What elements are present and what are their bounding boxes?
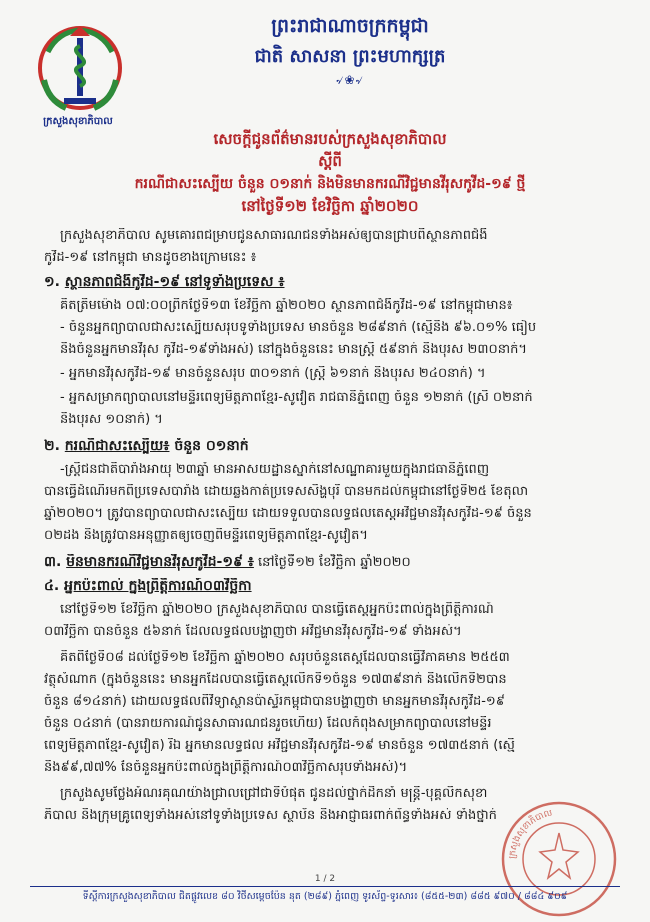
page-number: 1 / 2 [314,874,336,884]
section-4-heading [44,578,614,594]
header-ornament: ৵❀৵ [336,73,364,87]
section-4-line-1: នៅថ្ងៃទី១២ ខែវិច្ឆិកា ឆ្នាំ២០២០ ក្រសួងសុខាភិបាល បានធ្វើតេស្តអ្នកប៉ះពាល់ក្នុងព្រឹត្តិការណ៍ [60,602,494,617]
section-2-count: ចំនួន ០១នាក់ [169,438,249,454]
intro-line-1: ក្រសួងសុខាភិបាល សូមគោរពជម្រាបជូនសាធារណជនទាំងអស់ឲ្យបានជ្រាបពីស្ថានភាពជំងឺ [60,228,488,243]
title-line-1: សេចក្តីជូនព័ត៌មានរបស់ក្រសួងសុខាភិបាល [213,130,447,148]
section-4-line-7: ពេទ្យមិត្តភាពខ្មែរ-សូវៀត) រីឯ អ្នកមានលទ្ធផល អវិជ្ជមានវីរុសកូវីដ-១៩ មានចំនួន ១៧៣៥នាក់ (ស្មើ [44,738,515,753]
section-4-line-6: ចំនួន ០៤នាក់ (បានរាយការណ៍ជូនសាធារណជនរួចហើយ) ដែលកំពុងសម្រាកព្យាបាលនៅមន្ទីរ [44,716,492,731]
section-1-line-3: នឹងចំនួនអ្នកមានវីរុស កូវីដ-១៩ទាំងអស់) នៅក្នុងចំនួននេះ មានស្រ្តី ៥៩នាក់ និងបុរស ២៣០នាក់។ [60,342,527,357]
section-4-line-4: វត្ថុសំណាក (ក្នុងចំនួននេះ មានអ្នកដែលបានធ្វើតេស្តលើកទី១ចំនួន ១៧៣៩នាក់ និងលើកទី២បាន [44,672,507,687]
section-2-line-4: ០២ដង និងត្រូវបានអនុញ្ញាតឲ្យចេញពីមន្ទីរពេទ្យមិត្តភាពខ្មែរ-សូវៀត។ [44,528,368,543]
section-4-line-8: នឹង៩៩,៧៧% នៃចំនួនអ្នកប៉ះពាល់ក្នុងព្រឹត្តិការណ៍០៣វិច្ឆិកាសរុបទាំងអស់)។ [44,760,408,775]
ministry-logo-icon [30,22,130,114]
footer-address: ទីស្តីការក្រសួងសុខាភិបាល ជិតផ្លូវលេខ ៨០ វិថីសម្តេចប៉ែន នុត (២៨៩) ភ្នំពេញ ទូរស័ព្ទ-ទូរសារ៖ (៨៥៥-២៣) ៨៨៥ ៩៧០ / ៨៨៤ ៩០៩ [82,891,568,902]
ministry-label: ក្រសួងសុខាភិបាល [43,116,113,127]
section-1-heading [44,274,614,290]
section-2-line-3: ឆ្នាំ២០២០។ ត្រូវបានព្យាបាលជាសះស្បើយ ដោយទទួលបានលទ្ធផលតេស្តអវិជ្ជមានវីរុសកូវីដ-១៩ ចំនួន [44,506,532,521]
section-1-line-4: - អ្នកមានវីរុសកូវីដ-១៩ មានចំនួនសរុប ៣០១នាក់ (ស្ត្រី ៦១នាក់ និងបុរស ២៤០នាក់) ។ [60,366,486,381]
section-1-line-6: និងបុរស ១០នាក់) ។ [60,412,163,427]
section-2-number: ២. [44,438,65,454]
section-3-number: ៣. [44,554,67,570]
closing-line-1: ក្រសួងសូមថ្លែងអំណរគុណយ៉ាងជ្រាលជ្រៅជាទីបំផុត ជូនដល់ថ្នាក់ដឹកនាំ មន្ត្រី-បុគ្គលិកសុខា [60,786,488,801]
section-1-line-1: គិតត្រឹមម៉ោង ០៧:០០ព្រឹកថ្ងៃទី១៣ ខែវិច្ឆិកា ឆ្នាំ២០២០ ស្ថានភាពជំងឺកូវីដ-១៩ នៅកម្ពុជាមាន៖ [60,298,513,313]
closing-line-2: ភិបាល និងក្រុមគ្រូពេទ្យទាំងអស់នៅទូទាំងប្រទេស ស្ថាប័ន និងអាជ្ញាធរពាក់ព័ន្ធទាំងអស់ ទាំងថ្នាក់ [44,808,497,823]
seal-text: ក្រសួងសុខាភិបាល [507,808,554,860]
kingdom-title: ព្រះរាជាណាចក្រកម្ពុជា [271,15,429,37]
title-line-4: នៅថ្ងៃទី១២ ខែវិច្ឆិកា ឆ្នាំ២០២០ [241,197,419,215]
section-2-heading [44,438,614,454]
section-1-number: ១. [44,274,65,290]
section-4-number: ៤. [44,578,65,594]
intro-line-2: កូវីដ-១៩ នៅកម្ពុជា មានដូចខាងក្រោមនេះ ៖ [44,250,257,265]
section-2-line-1: -ស្រ្តីជនជាតិបារាំងអាយុ ២៣ឆ្នាំ មានអាសយដ្ឋានស្នាក់នៅសណ្ឋាគារមួយក្នុងរាជធានីភ្នំពេញ [60,462,490,477]
title-line-3: ករណីជាសះស្បើយ ចំនួន ០១នាក់ និងមិនមានករណីវិជ្ជមានវីរុសកូវីដ-១៩ ថ្មី [134,176,526,192]
section-3-title: មិនមានករណីវិជ្ជមានវីរុសកូវីដ-១៩ ៖ [66,554,254,570]
section-3-date: នៅថ្ងៃទី១២ ខែវិច្ឆិកា ឆ្នាំ២០២០ [253,555,411,570]
footer-divider [30,886,620,887]
section-4-line-3: គិតពីថ្ងៃទី០៨ ដល់ថ្ងៃទី១២ ខែវិច្ឆិកា ឆ្នាំ២០២០ សរុបចំនួនតេស្តដែលបានធ្វើវិភាគមាន ២៥៥៣ [60,650,510,665]
section-2-title: ករណីជាសះស្បើយ៖ [64,438,170,454]
national-motto: ជាតិ សាសនា ព្រះមហាក្សត្រ [254,46,446,67]
title-line-2: ស្តីពី [318,152,342,170]
section-2-line-2: បានធ្វើដំណើរមកពីប្រទេសបារាំង ដោយឆ្លងកាត់ប្រទេសសិង្ហបុរី បានមកដល់កម្ពុជានៅថ្ងៃទី២៥ ខែតុលា [44,484,529,499]
section-1-line-2: - ចំនួនអ្នកព្យាបាលជាសះស្បើយសរុបទូទាំងប្រទេស មានចំនួន ២៨៩នាក់ (ស្មើនឹង ៩៦.០១% ធៀប [60,320,537,335]
section-1-line-5: - អ្នកសម្រាកព្យាបាលនៅមន្ទីរពេទ្យមិត្តភាពខ្មែរ-សូវៀត រាជធានីភ្នំពេញ ចំនួន ១២នាក់ (ស្រី ០២នាក់ [60,390,533,405]
section-1-title: ស្ថានភាពជំងឺកូវីដ-១៩ នៅទូទាំងប្រទេស ៖ [64,274,285,290]
section-4-line-5: ចំនួន ៨១៤នាក់) ដោយលទ្ធផលពីវិទ្យាស្ថានប៉ាស្ទ័រកម្ពុជាបានបង្ហាញថា មានអ្នកមានវីរុសកូវីដ-១៩ [44,694,505,709]
section-4-line-2: ០៣វិច្ឆិកា បានចំនួន ៥៦នាក់ ដែលលទ្ធផលបង្ហាញថា អវិជ្ជមានវីរុសកូវីដ-១៩ ទាំងអស់។ [44,624,462,639]
section-3-heading [44,554,614,571]
section-4-title: អ្នកប៉ះពាល់ ក្នុងព្រឹត្តិការណ៍០៣វិច្ឆិកា [64,578,252,594]
